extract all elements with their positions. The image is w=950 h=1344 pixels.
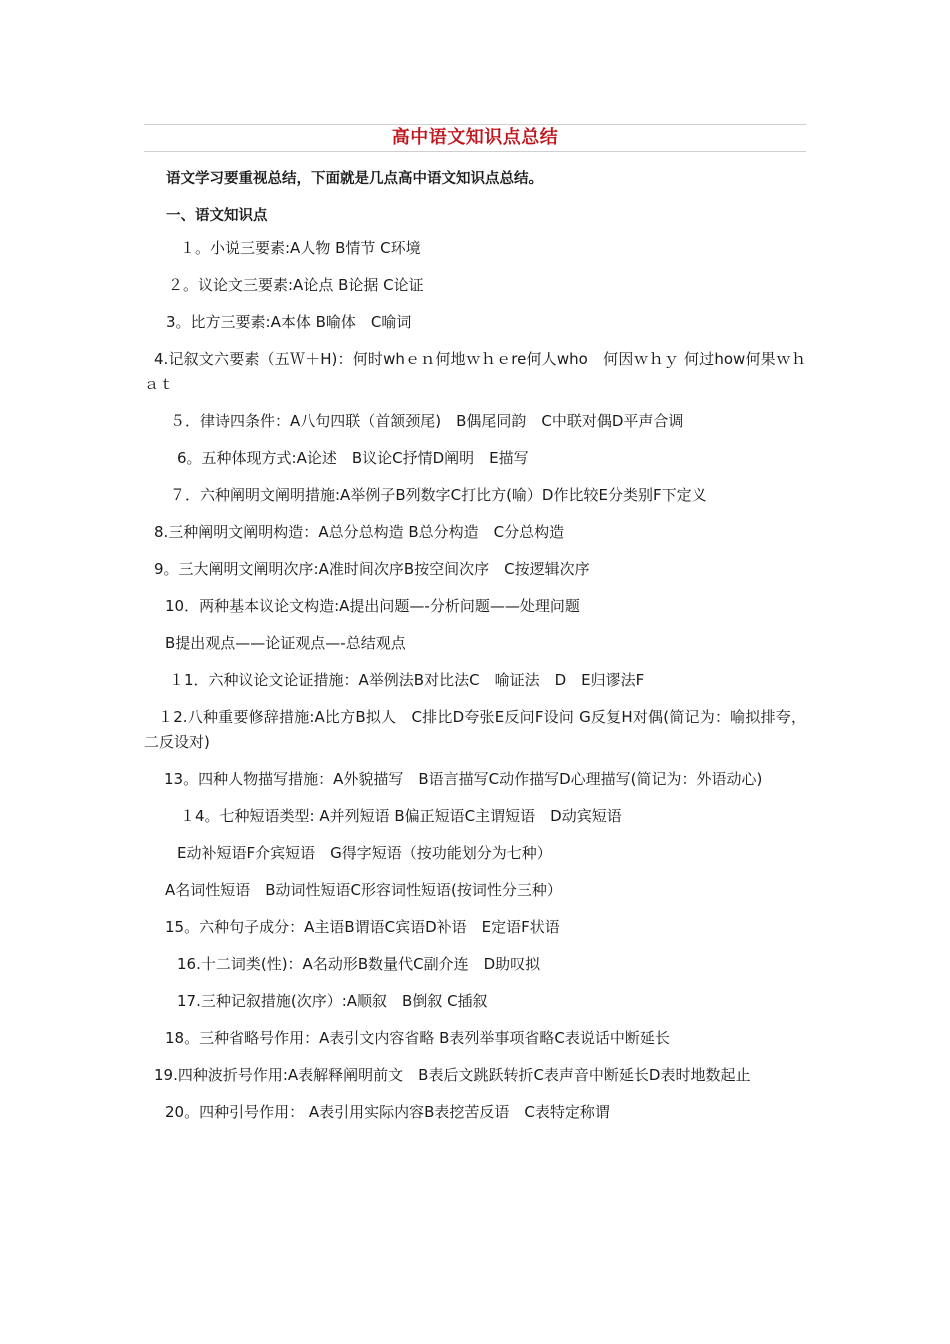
list-item: １。小说三要素:A人物 B情节 C环境 bbox=[180, 239, 421, 257]
list-item: ７．六种阐明文阐明措施:A举例子B列数字C打比方(喻）D作比较E分类别F下定义 bbox=[170, 486, 707, 504]
list-item: E动补短语F介宾短语 G得字短语（按功能划分为七种） bbox=[177, 844, 552, 862]
list-item: 3。比方三要素:A本体 B喻体 C喻词 bbox=[166, 313, 412, 331]
list-item: 6。五种体现方式:A论述 B议论C抒情D阐明 E描写 bbox=[177, 449, 529, 467]
list-item: ２。议论文三要素:A论点 B论据 C论证 bbox=[168, 276, 424, 294]
list-item: 8.三种阐明文阐明构造：A总分总构造 B总分构造 C分总构造 bbox=[154, 523, 565, 541]
list-item: 13。四种人物描写措施：A外貌描写 B语言描写C动作描写D心理描写(简记为：外语动心) bbox=[164, 770, 763, 788]
list-item: 20。四种引号作用： A表引用实际内容B表挖苦反语 C表特定称谓 bbox=[165, 1103, 610, 1121]
list-item: 9。三大阐明文阐明次序:A准时间次序B按空间次序 C按逻辑次序 bbox=[154, 560, 590, 578]
document-page bbox=[144, 124, 806, 1125]
list-item: 18。三种省略号作用：A表引文内容省略 B表列举事项省略C表说话中断延长 bbox=[165, 1029, 670, 1047]
list-item: 16.十二词类(性)：A名动形B数量代C副介连 D助叹拟 bbox=[177, 955, 541, 973]
list-item: 17.三种记叙措施(次序）:A顺叙 B倒叙 C插叙 bbox=[177, 992, 488, 1010]
list-item: ５．律诗四条件：A八句四联（首颔颈尾) B偶尾同韵 C中联对偶D平声合调 bbox=[170, 412, 684, 430]
title-bar bbox=[144, 124, 806, 152]
list-item: １2.八种重要修辞措施:A比方B拟人 C排比D夸张E反问F设问 G反复H对偶(简记为：喻拟排夸，二反设对) bbox=[144, 708, 806, 751]
list-item: 19.四种波折号作用:A表解释阐明前文 B表后文跳跃转折C表声音中断延长D表时地数起止 bbox=[154, 1066, 751, 1084]
intro-paragraph: 语文学习要重视总结，下面就是几点高中语文知识点总结。 bbox=[166, 171, 543, 187]
list-item: 4.记叙文六要素（五Ｗ＋H)：何时whｅｎ何地ｗｈｅre何人who 何因ｗｈｙ 何过how何果ｗｈａｔ bbox=[144, 350, 806, 393]
list-item: B提出观点——论证观点—-总结观点 bbox=[165, 634, 406, 652]
page-title: 高中语文知识点总结 bbox=[391, 127, 559, 148]
list-item: １4。七种短语类型: A并列短语 B偏正短语C主谓短语 D动宾短语 bbox=[180, 807, 622, 825]
section-heading: 一、语文知识点 bbox=[166, 208, 268, 224]
list-item: 15。六种句子成分：A主语B谓语C宾语D补语 E定语F状语 bbox=[165, 918, 560, 936]
list-item: A名词性短语 B动词性短语C形容词性短语(按词性分三种） bbox=[165, 881, 562, 899]
knowledge-list bbox=[144, 236, 806, 1125]
list-item: 10．两种基本议论文构造:A提出问题—-分析问题——处理问题 bbox=[165, 597, 580, 615]
list-item: １1．六种议论文论证措施：A举例法B对比法C 喻证法 D E归谬法F bbox=[169, 671, 645, 689]
